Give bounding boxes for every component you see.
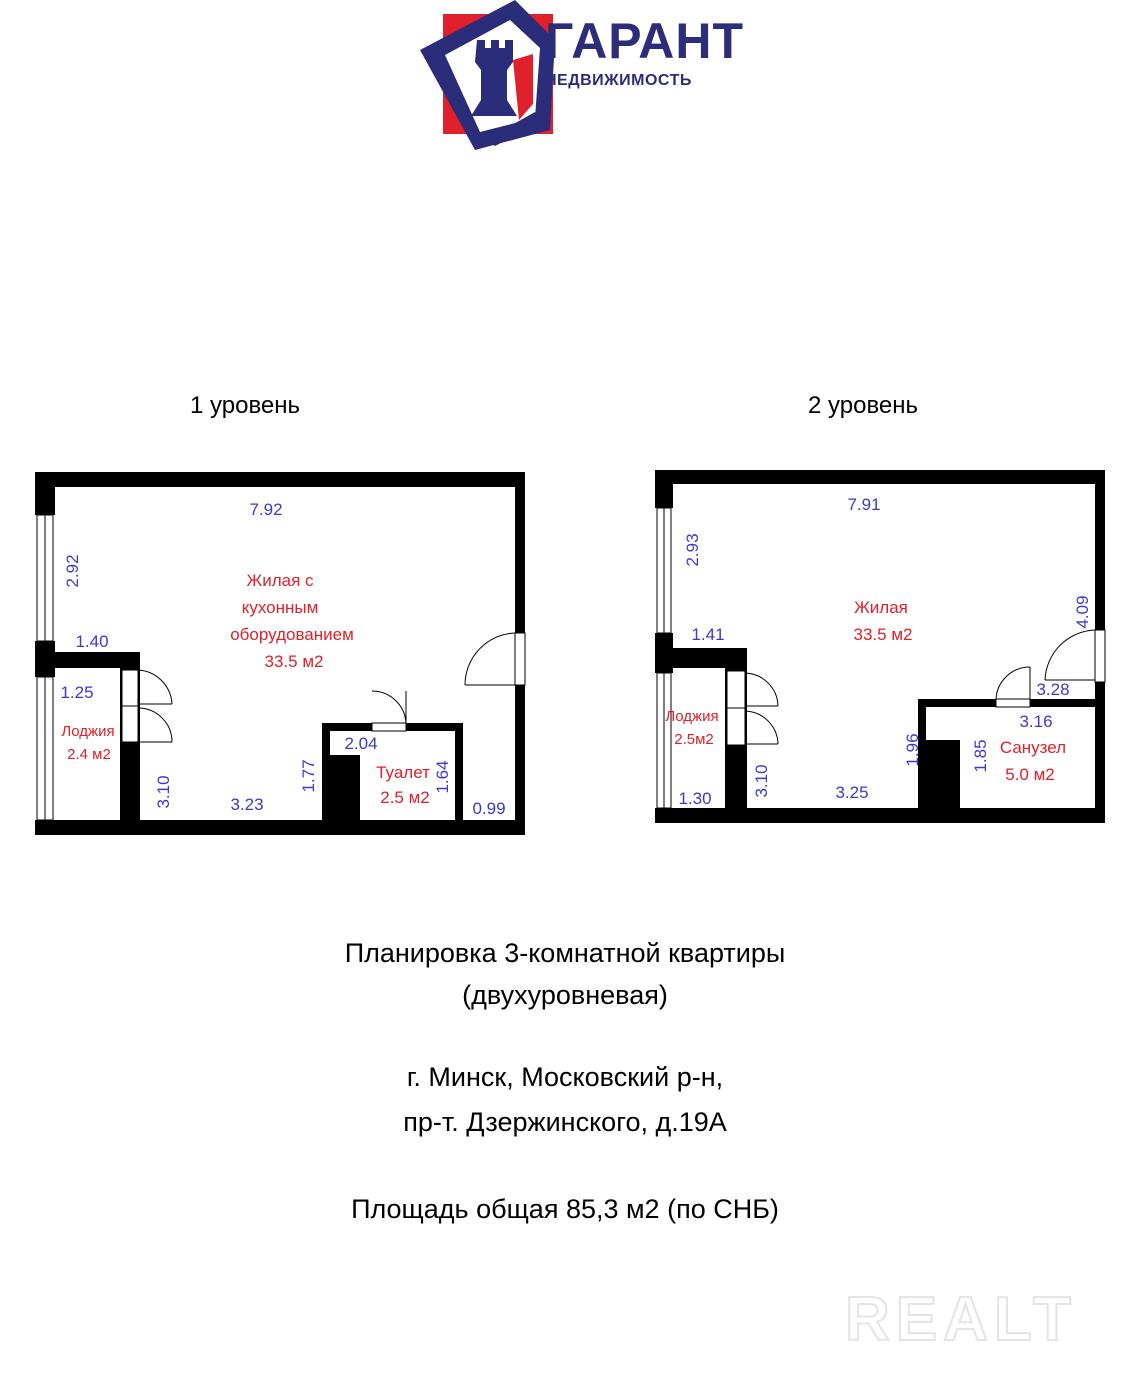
brand-name: ГАРАНТ: [545, 13, 745, 69]
room-name-line: оборудованием: [230, 625, 354, 644]
room-name-line: Туалет: [376, 763, 430, 782]
address-line-1: г. Минск, Московский р-н,: [406, 1062, 724, 1092]
room-area: 2.5м2: [674, 731, 714, 748]
dimension-label: 4.09: [1073, 595, 1092, 629]
dimension-label: 1.40: [75, 632, 109, 651]
dimension-label: 2.93: [683, 533, 702, 567]
room-name-line: Жилая: [854, 598, 908, 617]
dimension-label: 3.23: [230, 795, 264, 814]
dimension-label: 1.41: [691, 625, 725, 644]
dimension-label: 7.91: [847, 495, 881, 514]
total-area: Площадь общая 85,3 м2 (по СНБ): [351, 1194, 779, 1224]
dimension-label: 3.10: [154, 775, 173, 809]
plan-subtitle: (двухуровневая): [462, 980, 668, 1010]
dimension-label: 0.99: [472, 799, 506, 818]
floor-plan-level-2: [650, 465, 1110, 830]
room-name-line: Санузел: [999, 738, 1067, 757]
room-name-line: Лоджия: [665, 708, 719, 725]
room-name-line: 33.5 м2: [853, 625, 913, 644]
level-1-title: 1 уровень: [190, 392, 301, 419]
dimension-label: 3.28: [1036, 680, 1070, 699]
room-area: 2.5 м2: [380, 788, 430, 807]
room-name-line: Лоджия: [61, 723, 115, 740]
dimension-label: 1.30: [678, 789, 712, 808]
room-area: 33.5 м2: [264, 652, 324, 671]
brand-subtitle: НЕДВИЖИМОСТЬ: [545, 72, 692, 89]
room-area: 5.0 м2: [1005, 765, 1055, 784]
dimension-label: 1.25: [60, 683, 94, 702]
room-name-line: Жилая с: [246, 571, 314, 590]
dimension-label: 2.04: [344, 734, 378, 753]
plan-title: Планировка 3-комнатной квартиры: [344, 938, 786, 968]
dimension-label: 1.85: [971, 739, 990, 773]
floor-plan-level-1: [30, 465, 530, 840]
room-area: 2.4 м2: [67, 746, 111, 763]
dimension-label: 7.92: [249, 500, 283, 519]
level-2-title: 2 уровень: [808, 392, 919, 419]
dimension-label: 3.10: [752, 764, 771, 798]
realt-watermark: REALT: [845, 1285, 1078, 1354]
dimension-label: 2.92: [63, 554, 82, 588]
dimension-label: 1.77: [299, 759, 318, 793]
dimension-label: 1.96: [903, 733, 922, 767]
address-line-2: пр-т. Дзержинского, д.19А: [403, 1107, 727, 1137]
dimension-label: 1.64: [433, 760, 452, 794]
dimension-label: 3.25: [835, 783, 869, 802]
room-name-line: кухонным: [241, 598, 319, 617]
dimension-label: 3.16: [1019, 712, 1053, 731]
